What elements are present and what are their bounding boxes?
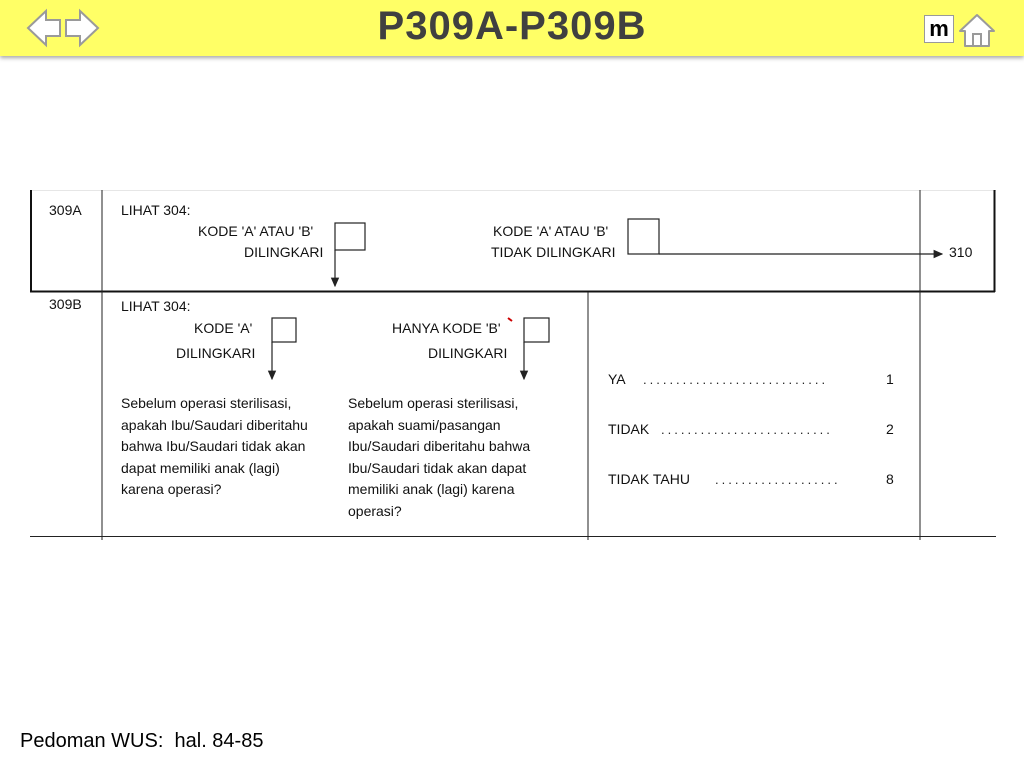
home-icon[interactable] <box>958 12 996 48</box>
answer-ya-label: YA <box>608 371 626 387</box>
answer-tidak-tahu-dots: ................... <box>715 472 841 487</box>
m-button[interactable]: m <box>924 15 954 43</box>
answer-ya-dots: ............................ <box>643 372 829 387</box>
answer-tidak-dots: .......................... <box>661 422 833 437</box>
answer-tidak-tahu-label: TIDAK TAHU <box>608 471 690 487</box>
answer-ya-code[interactable]: 1 <box>886 371 894 387</box>
see-304-label-309b: LIHAT 304: <box>121 298 191 314</box>
opt1-line2-309b: DILINGKARI <box>176 345 256 361</box>
answer-tidak-tahu-code[interactable]: 8 <box>886 471 894 487</box>
answer-tidak-label: TIDAK <box>608 421 650 437</box>
answer-tidak-code[interactable]: 2 <box>886 421 894 437</box>
page-title: P309A-P309B <box>377 4 647 48</box>
opt1-line2-309a: DILINGKARI <box>244 244 324 260</box>
opt1-line1-309b: KODE 'A' <box>194 320 253 336</box>
question-text-b: Sebelum operasi sterilisasi, apakah suami/pasangan Ibu/Saudari diberitahu bahwa Ibu/Saudari tidak akan dapat memiliki anak (lagi) karena operasi? <box>348 395 531 519</box>
skip-to-310: 310 <box>949 244 973 260</box>
opt2-line2-309b: DILINGKARI <box>428 345 508 361</box>
opt2-line1-309b: HANYA KODE 'B' <box>392 320 501 336</box>
question-code-309b: 309B <box>49 296 82 312</box>
opt2-line2-309a: TIDAK DILINGKARI <box>491 244 616 260</box>
question-text-a: Sebelum operasi sterilisasi, apakah Ibu/Saudari diberitahu bahwa Ibu/Saudari tidak akan dapat memiliki anak (lagi) karena operasi? <box>121 395 308 497</box>
see-304-label-309a: LIHAT 304: <box>121 202 191 218</box>
top-bar <box>0 0 1024 56</box>
opt1-line1-309a: KODE 'A' ATAU 'B' <box>198 223 314 239</box>
question-code-309a: 309A <box>49 202 82 218</box>
opt2-line1-309a: KODE 'A' ATAU 'B' <box>493 223 609 239</box>
questionnaire-form <box>30 190 996 540</box>
footer-reference: Pedoman WUS: hal. 84-85 <box>20 730 264 752</box>
